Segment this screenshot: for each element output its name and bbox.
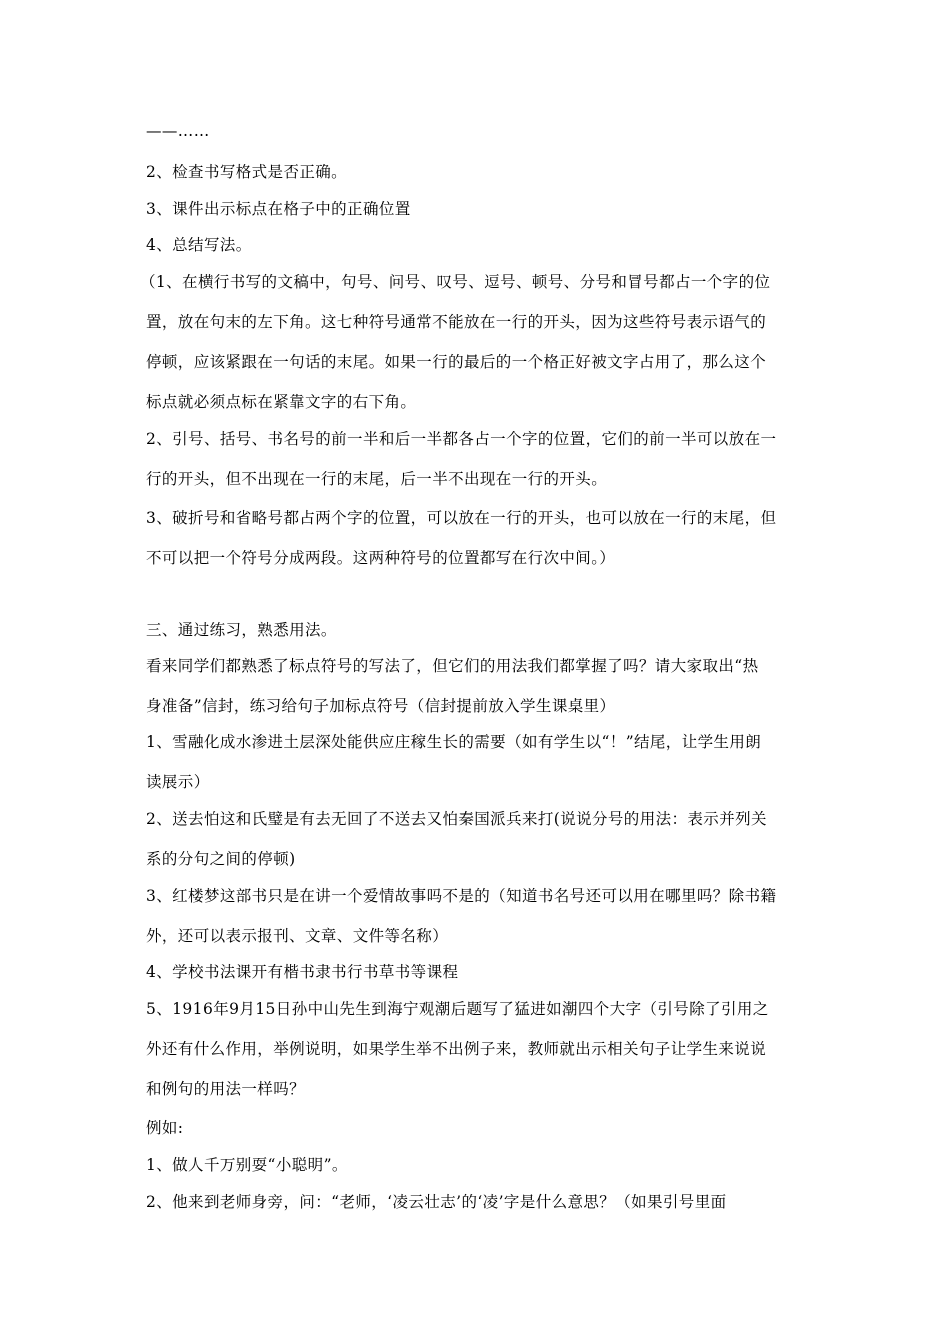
text-line: 3、破折号和省略号都占两个字的位置，可以放在一行的开头，也可以放在一行的末尾，但 [146, 509, 777, 527]
text-line: 2、他来到老师身旁，问：“老师，‘凌云壮志’的‘凌’字是什么意思？（如果引号里面 [146, 1193, 727, 1211]
text-line: 例如: [146, 1119, 184, 1137]
text-line: 外，还可以表示报刊、文章、文件等名称） [146, 927, 449, 945]
text-line: ——…… [146, 122, 210, 140]
section-heading: 三、通过练习，熟悉用法。 [146, 621, 337, 639]
text-line: 2、检查书写格式是否正确。 [146, 163, 348, 181]
text-line: 和例句的用法一样吗？ [146, 1080, 306, 1098]
text-line: 2、引号、括号、书名号的前一半和后一半都各占一个字的位置，它们的前一半可以放在一 [146, 430, 777, 448]
text-line: 2、送去怕这和氏璧是有去无回了不送去又怕秦国派兵来打(说说分号的用法：表示并列关 [146, 810, 767, 828]
text-line: 1、雪融化成水渗进土层深处能供应庄稼生长的需要（如有学生以“！”结尾，让学生用朗 [146, 733, 762, 751]
text-line: 读展示） [146, 773, 210, 791]
text-line: 4、学校书法课开有楷书隶书行书草书等课程 [146, 963, 459, 981]
text-line: 标点就必须点标在紧靠文字的右下角。 [146, 393, 417, 411]
text-line: 5、1916年9月15日孙中山先生到海宁观潮后题写了猛进如潮四个大字（引号除了引用之 [146, 1000, 769, 1018]
text-line: 系的分句之间的停顿) [146, 850, 296, 868]
text-line: 置，放在句末的左下角。这七种符号通常不能放在一行的开头，因为这些符号表示语气的 [146, 313, 767, 331]
text-line: 不可以把一个符号分成两段。这两种符号的位置都写在行次中间。） [146, 549, 616, 567]
text-line: 身准备”信封，练习给句子加标点符号（信封提前放入学生课桌里） [146, 697, 616, 715]
text-line: 3、课件出示标点在格子中的正确位置 [146, 200, 411, 218]
text-line: 外还有什么作用，举例说明，如果学生举不出例子来，教师就出示相关句子让学生来说说 [146, 1040, 767, 1058]
text-line: 看来同学们都熟悉了标点符号的写法了，但它们的用法我们都掌握了吗？请大家取出“热 [146, 657, 759, 675]
text-line: 停顿，应该紧跟在一句话的末尾。如果一行的最后的一个格正好被文字占用了，那么这个 [146, 353, 767, 371]
text-line: 4、总结写法。 [146, 236, 252, 254]
text-line: 行的开头，但不出现在一行的末尾，后一半不出现在一行的开头。 [146, 470, 608, 488]
text-line: 3、红楼梦这部书只是在讲一个爱情故事吗不是的（知道书名号还可以用在哪里吗？除书籍 [146, 887, 777, 905]
text-line: （1、在横行书写的文稿中，句号、问号、叹号、逗号、顿号、分号和冒号都占一个字的位 [140, 273, 771, 291]
text-line: 1、做人千万别耍“小聪明”。 [146, 1156, 348, 1174]
